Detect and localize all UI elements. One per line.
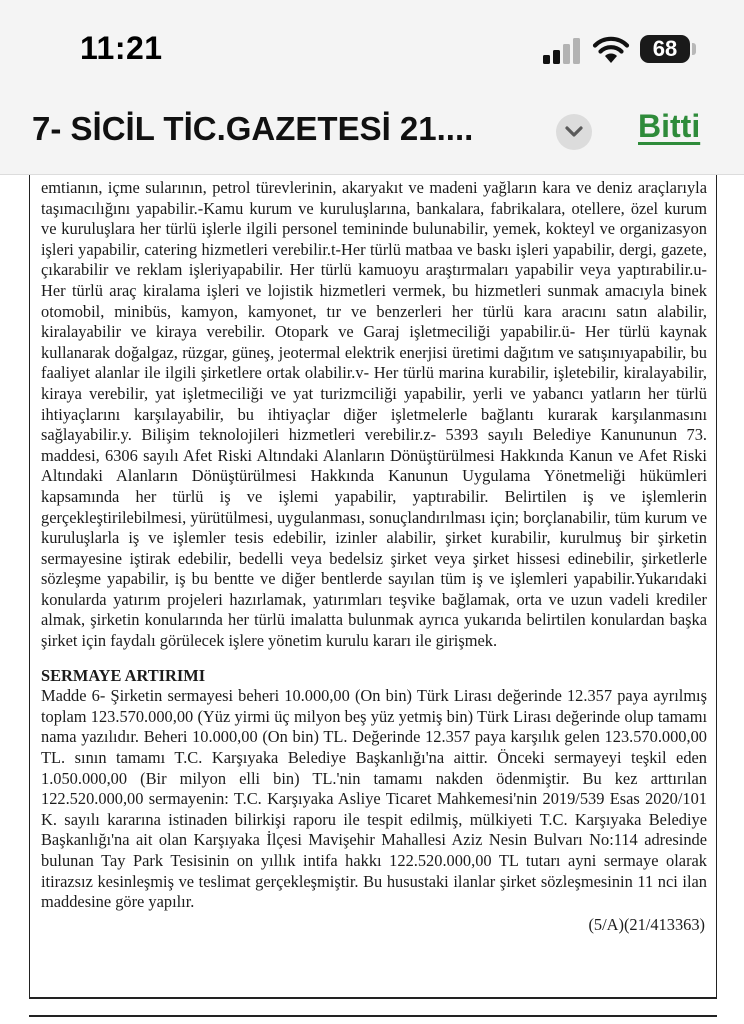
document-text xyxy=(41,178,707,935)
nav-header xyxy=(0,96,744,175)
document-viewer[interactable] xyxy=(0,175,744,1024)
page-divider xyxy=(29,1015,717,1017)
battery-icon: 68 xyxy=(640,35,690,63)
section-heading: SERMAYE ARTIRIMI xyxy=(41,665,206,685)
chevron-down-icon xyxy=(565,125,583,139)
wifi-icon xyxy=(592,36,630,64)
status-bar xyxy=(0,0,744,96)
signal-icon xyxy=(543,38,583,64)
document-title: 7- SİCİL TİC.GAZETESİ 21.... xyxy=(32,110,474,147)
announcement-reference: (5/A)(21/413363) xyxy=(588,914,705,934)
title-menu-button[interactable] xyxy=(556,114,592,150)
body-paragraph: emtianın, içme sularının, petrol türevlerinin, akaryakıt ve madeni yağların kara ve deniz araçlarıyla taşımacılığını yapabilir.-Kamu kurum ve kuruluşlarına, bankalara, fabrikalara, otellere, özel kurum ve kuruluşlara her türlü işlerle ilgili personel temininde bulunabilir, yemek, kokteyl ve organizasyon işleri yapabilir, catering hizmetleri verebilir.t-Her türlü matbaa ve baskı işleri yapabilir, dergi, gazete, çıkarabilir ve reklam işleriyapabilir. Her türlü kamuoyu araştırmaları yapabilir veya yaptırabilir.u- Her türlü araç kiralama işleri ve lojistik hizmetleri vermek, bu hizmetleri sunmak amacıyla binek otomobil, minibüs, kamyon, kamyonet, tır ve benzerleri her türlü kara aracını satın alabilir, kiralayabilir ve kiraya verebilir. Otopark ve Garaj işletmeciliği yapabilir.ü- Her türlü kaynak kullanarak doğalgaz, rüzgar, güneş, jeotermal elektrik enerjisi üretimi dağıtım ve satışınıyapabilir, bu faaliyet alanlar ile ilgili şirketlere ortak olabilir.v- Her türlü marina kurabilir, işletebilir, kiralayabilir, kiraya verebilir, yat işletmeciliği ve yat turizmciliği yapabilir, yerli ve yabancı yatların her türlü ihtiyaçlarını karşılayabilir, bu ihtiyaçlar diğer işletmelerle bağlantı kurarak karşılanmasını sağlayabilir.y. Bilişim teknolojileri hizmetleri verebilir.z- 5393 sayılı Belediye Kanununun 73. maddesi, 6306 sayılı Afet Riski Altındaki Alanların Dönüştürülmesi Hakkında Kanun ve Afet Riski Altındaki Alanların Dönüştürülmesi Hakkında Kanunun Uygulama Yönetmeliği hükümleri kapsamında her türlü iş ve işlemi yapabilir, yaptırabilir. Belirtilen iş ve işlemlerin gerçekleştirilebilmesi, yürütülmesi, uygulanması, sonuçlandırılması için; borçlanabilir, tüm kurum ve kuruluşlarla iş ve işlemler tesis edebilir, izinler alabilir, şirket kurabilir, kurulmuş bir şirketin sermayesine iştirak edebilir, bedelli veya bedelsiz şirket veya şirket hissesi edinebilir, şirketlerle sözleşme yapabilir, iş bu bentte ve diğer bentlerde sayılan tüm iş ve işlemleri yapabilir.Yukarıdaki konularda yatırım projeleri hazırlamak, yatırımları teşvike bağlamak, orta ve uzun vadeli krediler almak, şirketin konularında her türlü imalatta bulunmak ayrıca yukarıda belirtilen konulardan başka şirket için faydalı görülecek işlere yönetim kurulu kararı ile girişmek. xyxy=(41,178,707,651)
done-button[interactable]: Bitti xyxy=(638,108,701,144)
clock: 11:21 xyxy=(80,30,163,66)
body-paragraph: Madde 6- Şirketin sermayesi beheri 10.000,00 (On bin) Türk Lirası değerinde 12.357 paya ayrılmış toplam 123.570.000,00 (Yüz yirmi üç milyon beş yüz yetmiş bin) Türk Lirası değerinde olup tamamı nama yazılıdır. Beheri 10.000,00 (On bin) TL. Değerinde 12.357 paya karşılık gelen 123.570.000,00 TL. sının tamamı T.C. Karşıyaka Belediye Başkanlığı'na aittir. Önceki sermayeyi teşkil eden 1.050.000,00 (Bir milyon elli bin) TL.'nin tamamı nakden ödenmiştir. Bu kez arttırılan 122.520.000,00 sermayenin: T.C. Karşıyaka Asliye Ticaret Mahkemesi'nin 2019/539 Esas 2020/101 K. sayılı kararına istinaden bilirkişi raporu ile tespit edilmiş, mülkiyeti T.C. Karşıyaka Belediye Başkanlığı'na ait olan Karşıyaka İlçesi Mavişehir Mahallesi Aziz Nesin Bulvarı No:114 adresinde bulunan Tay Park Tesisinin on yıllık intifa hakkı 122.520.000,00 TL tutarı ayni sermaye olarak itirazsız kesinleşmiş ve teslimat gerçekleşmiştir. Bu husustaki ilanlar şirket sözleşmesinin 11 nci ilan maddesine göre yapılır. xyxy=(41,686,707,912)
battery-cap xyxy=(692,43,696,55)
